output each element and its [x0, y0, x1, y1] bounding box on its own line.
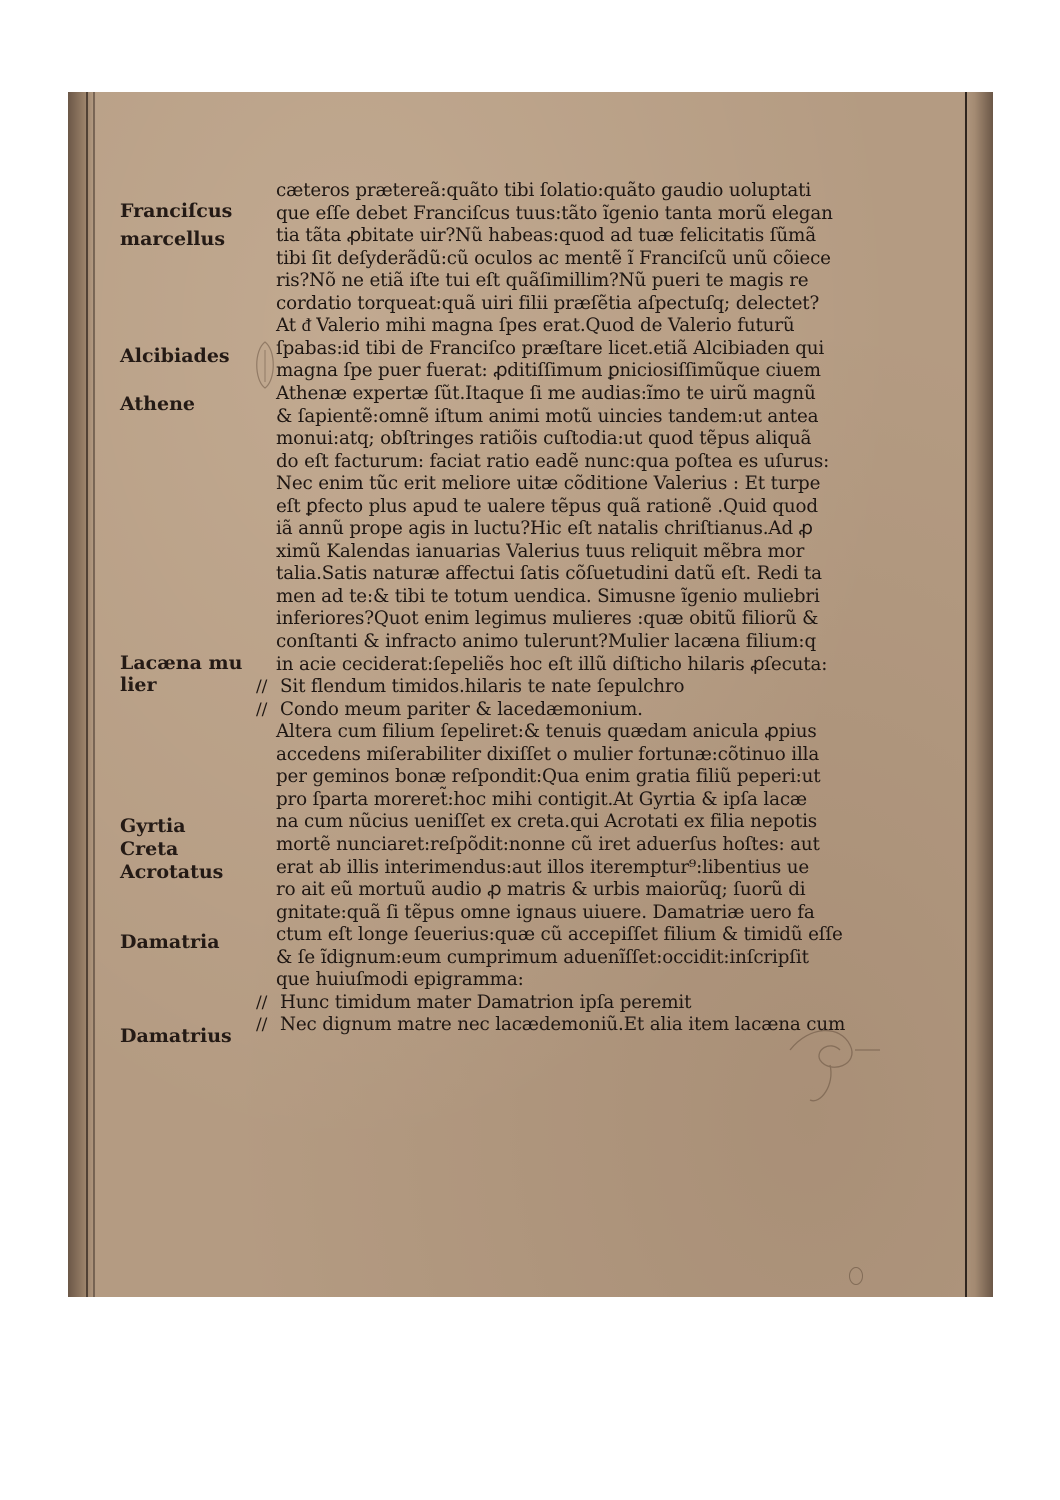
text-line-content: Condo meum pariter & lacedæmonium.: [280, 698, 643, 720]
text-line-content: na cum nũcius ueniſſet ex creta.qui Acrotati ex filia nepotis: [276, 811, 818, 833]
text-line-content: & ſe ĩdignum:eum cumprimum aduenĩſſet:occidit:inſcripſit: [276, 946, 809, 968]
verse-marker: //: [256, 1015, 268, 1036]
text-line-content: que huiuſmodi epigramma:: [276, 969, 524, 991]
margin-note: lier: [120, 674, 157, 696]
text-line-content: monui:atq; obſtringes ratiõis cuſtodia:ut quod tẽpus aliquã: [276, 428, 812, 450]
watermark-icon: [770, 1020, 890, 1110]
text-line-content: iã annũ prope agis in luctu?Hic eſt natalis chriſtianus.Ad ꝓ: [276, 518, 813, 540]
page-edge-line: [965, 92, 967, 1297]
text-line-content: per geminos bonæ reſpondit:Qua enim gratia filiũ peperi:ut: [276, 766, 821, 788]
margin-note: Athene: [120, 393, 195, 415]
text-line-content: tia tãta ꝓbitate uir?Nũ habeas:quod ad tuæ felicitatis ſũmã: [276, 225, 816, 247]
margin-note: Gyrtia: [120, 815, 186, 837]
margin-note: Franciſcus: [120, 200, 233, 222]
text-line-content: Sit flendum timidos.hilaris te nate ſepulchro: [280, 676, 685, 698]
margin-note: Alcibiades: [120, 345, 230, 367]
text-line-content: magna ſpe puer fuerat: ꝓditiſſimum ꝑniciosiſſimũque ciuem: [276, 360, 821, 382]
text-line-content: in acie ceciderat:ſepeliẽs hoc eſt illũ diſticho hilaris ꝓſecuta:: [276, 653, 828, 675]
text-line-content: ris?Nõ ne etiã iſte tui eſt quãſimillim?Nũ pueri te magis re: [276, 270, 809, 292]
paper-stain: [849, 1267, 863, 1285]
text-line-content: cordatio torqueat:quã uiri filii præſẽtia aſpectuſq; delectet?: [276, 292, 820, 314]
margin-note: Lacæna mu: [120, 652, 243, 674]
margin-note: Damatria: [120, 931, 220, 953]
margin-note: marcellus: [120, 228, 226, 250]
verse-marker: //: [256, 699, 268, 720]
text-line-content: erat ab illis interimendus:aut illos iteremptur⁹:libentius ue: [276, 856, 810, 878]
text-line-content: do eſt facturum: faciat ratio eadẽ nunc:qua poſtea es uſurus:: [276, 450, 830, 472]
text-line-content: conſtanti & infracto animo tulerunt?Mulier lacæna filium:q: [276, 631, 816, 652]
text-line-content: ctum eſt longe ſeuerius:quæ cũ accepiſſet filium & timidũ eſſe: [276, 924, 843, 946]
text-line-content: men ad te:& tibi te totum uendica. Simusne ĩgenio muliebri: [276, 585, 820, 607]
text-line-content: talia.Satis naturæ affectui ſatis cõſuetudini datũ eſt. Redi ta: [276, 563, 822, 585]
verse-marker: //: [256, 677, 268, 698]
page-binding-shadow: [68, 92, 96, 1297]
text-line-content: Nec dignum matre nec lacædemoniũ.Et alia item lacæna cum: [280, 1014, 846, 1036]
text-line-content: ximũ Kalendas ianuarias Valerius tuus reliquit mẽbra mor: [276, 540, 805, 562]
margin-notes: [120, 200, 260, 1100]
binding-line: [93, 92, 95, 1297]
text-line-content: mortẽ nunciaret:reſpõdit:nonne cũ iret aduerſus hoſtes: aut: [276, 833, 820, 855]
margin-note: Acrotatus: [120, 861, 224, 883]
watermark-icon: [250, 340, 280, 390]
margin-note: Creta: [120, 838, 179, 860]
text-line-content: pro ſparta moreret̃:hoc mihi contigit.At Gyrtia & ipſa lacæ: [276, 788, 807, 810]
text-line-content: At ᵭ Valerio mihi magna ſpes erat.Quod de Valerio futurũ: [276, 315, 795, 337]
text-line-content: ſpabas:id tibi de Franciſco præſtare licet.etiã Alcibiaden qui: [276, 337, 825, 359]
text-line-content: cæteros prætereã:quãto tibi ſolatio:quãto gaudio uoluptati: [276, 180, 812, 201]
text-line-content: gnitate:quã ſi tẽpus omne ignaus uiuere. Damatriæ uero fa: [276, 901, 815, 923]
text-line-content: eſt ꝑfecto plus apud te ualere tẽpus quã rationẽ .Quid quod: [276, 495, 818, 517]
text-line-content: que eſſe debet Franciſcus tuus:tãto ĩgenio tanta morũ elegan: [276, 202, 833, 224]
text-line-content: accedens miſerabiliter dixiſſet o mulier fortunæ:cõtinuo illa: [276, 743, 820, 765]
margin-note: Damatrius: [120, 1025, 232, 1047]
text-line-content: Hunc timidum mater Damatrion ipſa peremit: [280, 991, 692, 1013]
text-line-content: & ſapientẽ:omnẽ iſtum animi motũ uincies tandem:ut antea: [276, 405, 819, 427]
text-line-content: ro ait eũ mortuũ audio ꝓ matris & urbis maiorũq; ſuorũ di: [276, 879, 806, 901]
text-line-content: inferiores?Quot enim legimus mulieres :quæ obitũ filiorũ &: [276, 608, 819, 630]
text-line-content: Nec enim tũc erit meliore uitæ cõditione Valerius : Et turpe: [276, 473, 821, 495]
verse-marker: //: [256, 992, 268, 1013]
text-line-content: Athenæ expertæ ſũt.Itaque ſi me audias:ĩmo te uirũ magnũ: [276, 382, 816, 404]
page-edge-shadow: [963, 92, 993, 1297]
text-line-content: Altera cum filium ſepeliret:& tenuis quædam anicula ꝓpius: [276, 721, 817, 743]
text-line-content: tibi ſit deſyderãdũ:cũ oculos ac mentẽ ĩ Franciſcũ unũ cõiece: [276, 247, 831, 269]
binding-line: [86, 92, 88, 1297]
